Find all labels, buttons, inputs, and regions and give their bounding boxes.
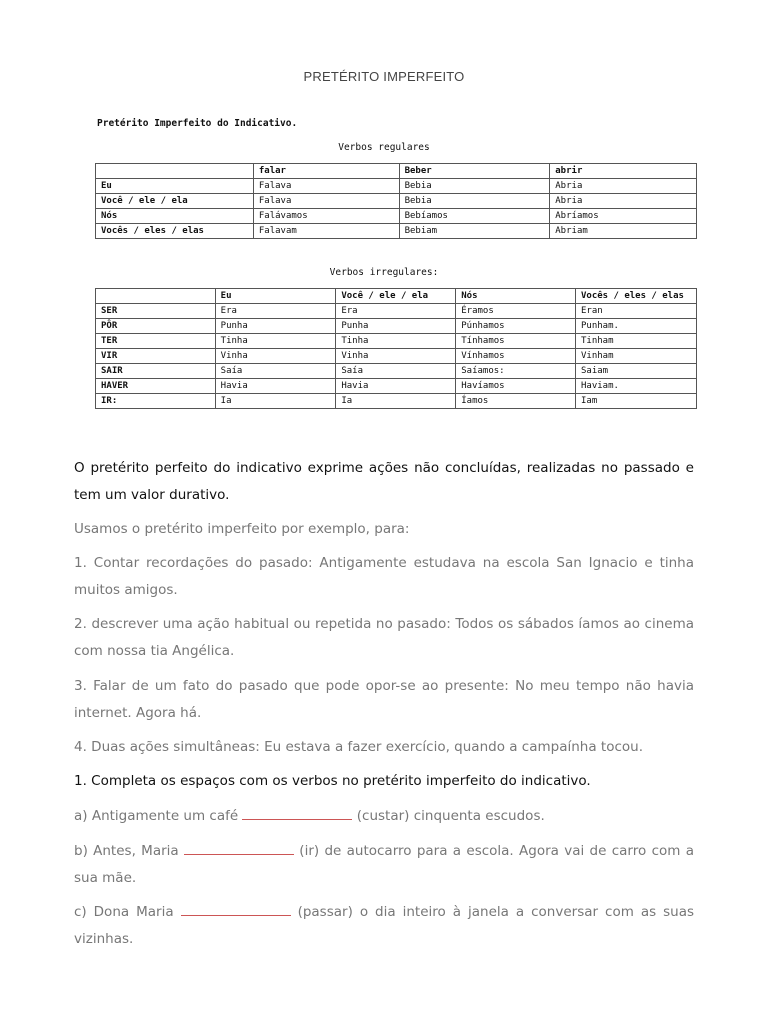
table-cell: Falávamos [253,209,399,224]
answer-blank-c[interactable] [181,903,291,916]
answer-blank-b[interactable] [184,842,294,855]
regular-verbs-table [95,163,697,239]
table-cell: Íamos [456,394,576,409]
table-row [96,224,697,239]
table-header-cell: Beber [399,164,550,179]
table-cell: Havíamos [456,379,576,394]
table-row [96,394,697,409]
regular-verbs-caption: Verbos regulares [338,142,430,153]
answer-blank-a[interactable] [242,807,352,820]
table-cell: Ia [215,394,336,409]
table-row [96,179,697,194]
verb-cell: HAVER [96,379,216,394]
irregular-verbs-table [95,288,697,409]
table-cell: Vinham [575,349,696,364]
verb-cell: SAIR [96,364,216,379]
verb-cell: TER [96,334,216,349]
table-cell: Púnhamos [456,319,576,334]
table-cell: Haviam. [575,379,696,394]
table-header-cell [96,289,216,304]
irregular-verbs-caption: Verbos irregulares: [329,267,439,278]
table-cell: Bebia [399,194,550,209]
table-header-cell [96,164,254,179]
table-cell: Saía [215,364,336,379]
table-cell: Tínhamos [456,334,576,349]
table-cell: Bebíamos [399,209,550,224]
table-row [96,319,697,334]
verb-cell: PÔR [96,319,216,334]
table-cell: Abríamos [550,209,697,224]
pronoun-cell: Vocês / eles / elas [96,224,254,239]
usage-intro: Usamos o pretérito imperfeito por exemplo, para: [74,521,410,537]
exercise-c [74,899,694,953]
table-cell: Abria [550,194,697,209]
table-cell: Tinha [215,334,336,349]
table-cell: Falava [253,194,399,209]
verb-cell: VIR [96,349,216,364]
table-cell: Vinha [215,349,336,364]
exercise-a-suffix: (custar) cinquenta escudos. [356,808,545,824]
table-cell: Falavam [253,224,399,239]
table-cell: Falava [253,179,399,194]
table-cell: Vinha [336,349,456,364]
table-row [96,304,697,319]
page-title: PRETÉRITO IMPERFEITO [303,69,465,84]
table-cell: Éramos [456,304,576,319]
table-cell: Bebiam [399,224,550,239]
table-header-cell: Vocês / eles / elas [575,289,696,304]
pronoun-cell: Eu [96,179,254,194]
table-row [96,349,697,364]
usage-item-1: 1. Contar recordações do pasado: Antigamente estudava na escola San Ignacio e tinha muitos amigos. [74,555,694,598]
exercise-c-suffix: (passar) o dia inteiro à janela a conversar com as suas vizinhas. [74,904,695,947]
table-cell: Punha [336,319,456,334]
table-cell: Era [336,304,456,319]
table-cell: Tinha [336,334,456,349]
table-cell: Saía [336,364,456,379]
table-row [96,379,697,394]
table-cell: Vínhamos [456,349,576,364]
table-cell: Saiam [575,364,696,379]
exercise-b-prefix: b) Antes, Maria [74,843,179,859]
definition-paragraph: O pretérito perfeito do indicativo exprime ações não concluídas, realizadas no passado e tem um valor durativo. [74,460,694,503]
table-cell: Saíamos: [456,364,576,379]
table-cell: Abriam [550,224,697,239]
table-row [96,194,697,209]
table-header-cell: abrir [550,164,697,179]
table-cell: Era [215,304,336,319]
table-cell: Bebia [399,179,550,194]
exercise-a-prefix: a) Antigamente um café [74,808,239,824]
usage-item-3: 3. Falar de um fato do pasado que pode opor-se ao presente: No meu tempo não havia internet. Agora há. [74,678,694,721]
table-cell: Eran [575,304,696,319]
table-cell: Tinham [575,334,696,349]
usage-item-4: 4. Duas ações simultâneas: Eu estava a fazer exercício, quando a campaínha tocou. [74,739,644,755]
table-header-cell: Você / ele / ela [336,289,456,304]
usage-item-2: 2. descrever uma ação habitual ou repetida no pasado: Todos os sábados íamos ao cinema com nossa tia Angélica. [74,616,694,659]
table-row [96,334,697,349]
verb-cell: IR: [96,394,216,409]
table-cell: Havia [336,379,456,394]
table-header-cell: Nós [456,289,576,304]
table-header-row [96,164,697,179]
table-header-row [96,289,697,304]
table-cell: Abria [550,179,697,194]
exercise-b-suffix: (ir) de autocarro para a escola. Agora vai de carro com a sua mãe. [74,843,694,886]
table-cell: Iam [575,394,696,409]
verb-cell: SER [96,304,216,319]
exercise-a [74,803,694,830]
exercise-c-prefix: c) Dona Maria [74,904,174,920]
table-cell: Punha [215,319,336,334]
table-row [96,364,697,379]
exercise-title: 1. Completa os espaços com os verbos no pretérito imperfeito do indicativo. [74,773,591,789]
exercise-b [74,838,694,892]
table-header-cell: Eu [215,289,336,304]
table-cell: Havia [215,379,336,394]
table-section-heading: Pretérito Imperfeito do Indicativo. [97,118,298,129]
table-cell: Ia [336,394,456,409]
pronoun-cell: Nós [96,209,254,224]
table-row [96,209,697,224]
table-cell: Punham. [575,319,696,334]
pronoun-cell: Você / ele / ela [96,194,254,209]
table-header-cell: falar [253,164,399,179]
